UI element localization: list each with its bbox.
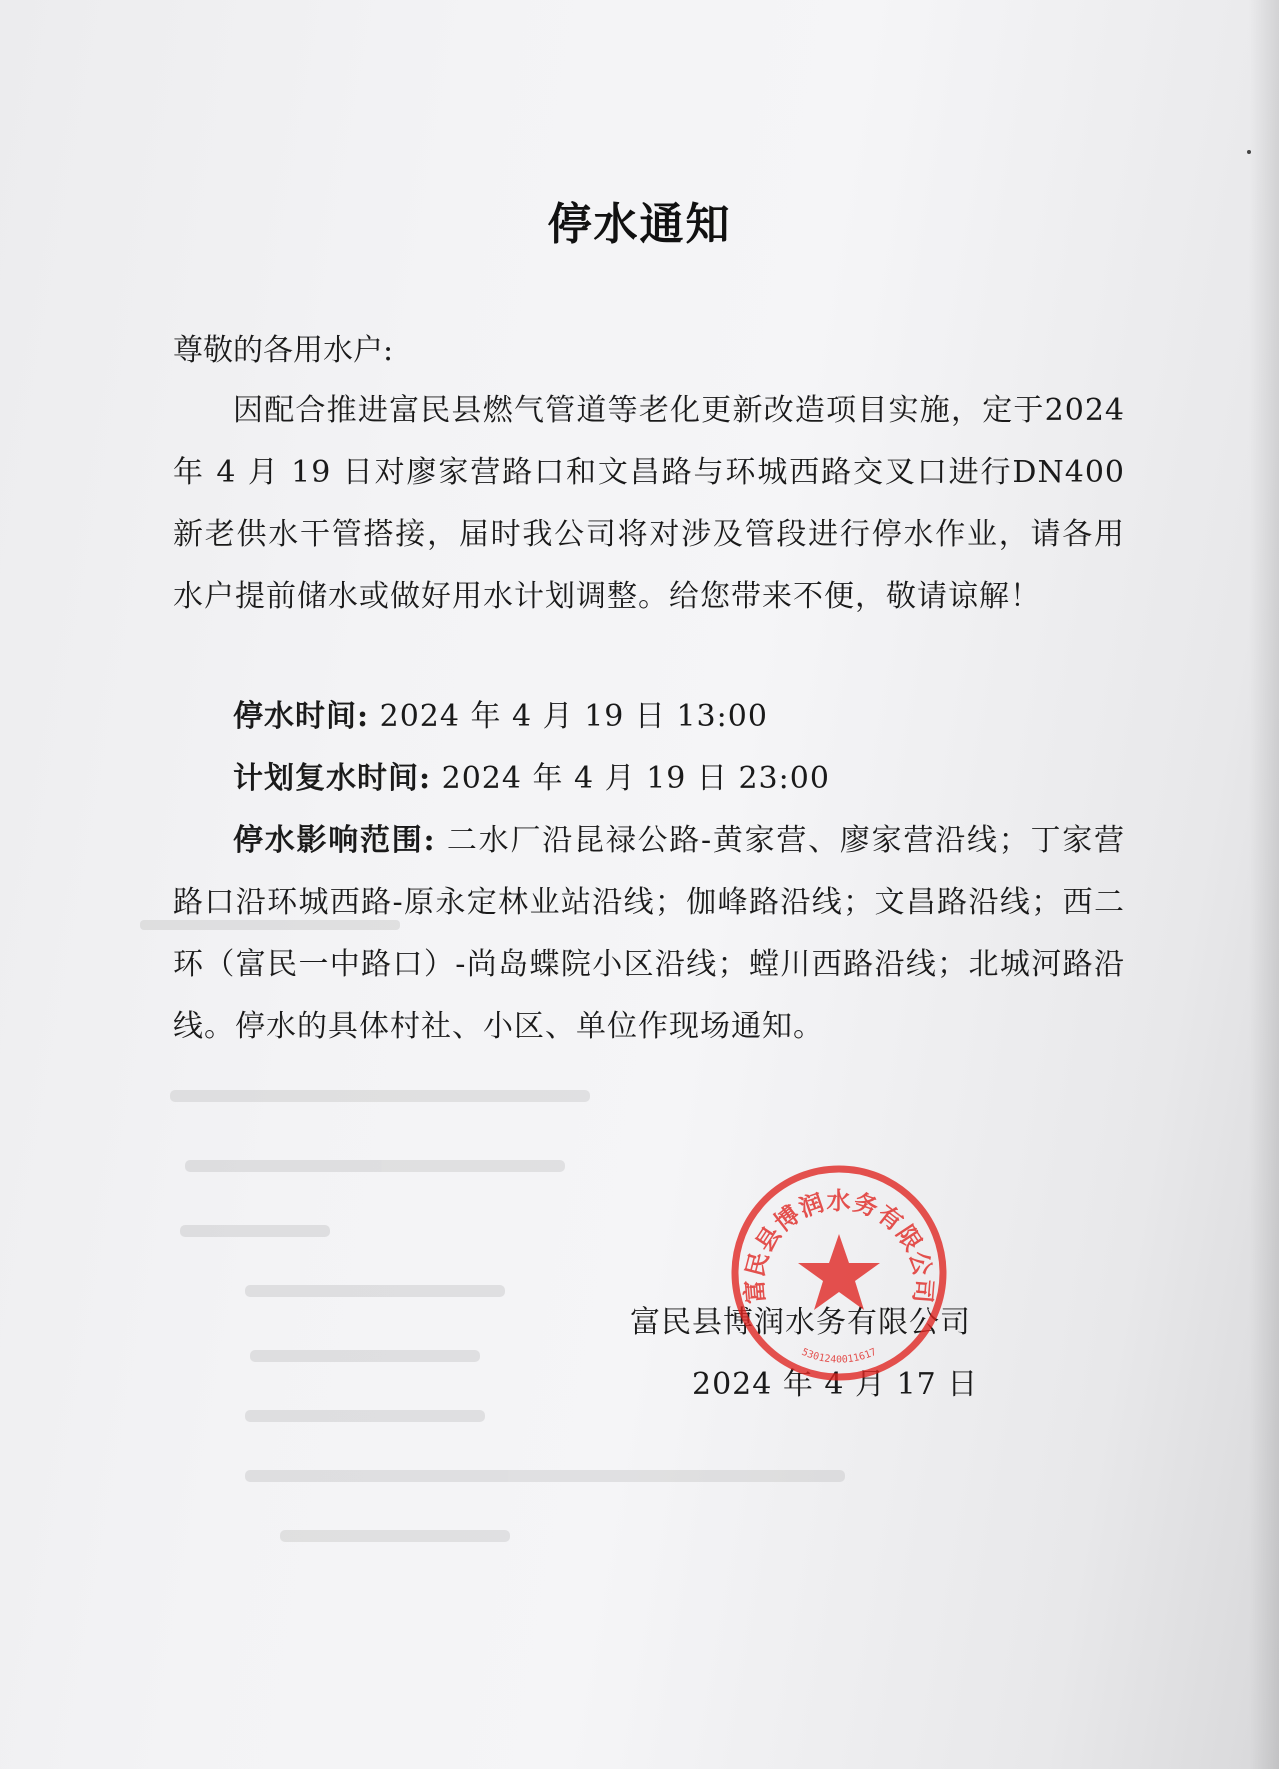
paper-speck [1247, 150, 1251, 154]
page-edge-shadow [1249, 0, 1279, 1769]
scope-value: 二水厂沿昆禄公路-黄家营、廖家营沿线；丁家营路口沿环城西路-原永定林业站沿线；伽峰路沿线；文昌路沿线；西二环（富民一中路口）-尚岛蝶院小区沿线；螳川西路沿线；北城河路沿线。停水的具体村社、小区、单位作现场通知。 [173, 823, 1125, 1044]
stop-time-value: 2024 年 4 月 19 日 13:00 [379, 699, 768, 734]
stop-time-label: 停水时间: [233, 699, 370, 734]
resume-time-line [173, 748, 1125, 810]
notice-title: 停水通知 [547, 199, 732, 250]
signature-company: 富民县博润水务有限公司 [630, 1305, 971, 1340]
seal-star-icon [798, 1234, 880, 1310]
notice-body: 因配合推进富民县燃气管道等老化更新改造项目实施，定于2024 年 4 月 19 日对廖家营路口和文昌路与环城西路交叉口进行DN400 新老供水干管搭接，届时我公司将对涉及管段进行停水作业，请各用水户提前储水或做好用水计划调整。给您带来不便，敬请谅解！ [173, 393, 1125, 614]
seal-number-text: 5301240011617 [799, 1346, 879, 1366]
stop-time-line [173, 686, 1125, 748]
signature-date: 2024 年 4 月 17 日 [692, 1367, 979, 1402]
resume-time-value: 2024 年 4 月 19 日 23:00 [441, 761, 830, 796]
resume-time-label: 计划复水时间: [233, 761, 432, 796]
official-seal-stamp [728, 1162, 950, 1384]
greeting: 尊敬的各用水户: [173, 333, 394, 368]
scope-line [173, 810, 1125, 1058]
scope-label: 停水影响范围: [233, 823, 436, 858]
svg-text:5301240011617 [800, 1347, 878, 1366]
seal-ring-text: 富民县博润水务有限公司 [740, 1186, 938, 1305]
